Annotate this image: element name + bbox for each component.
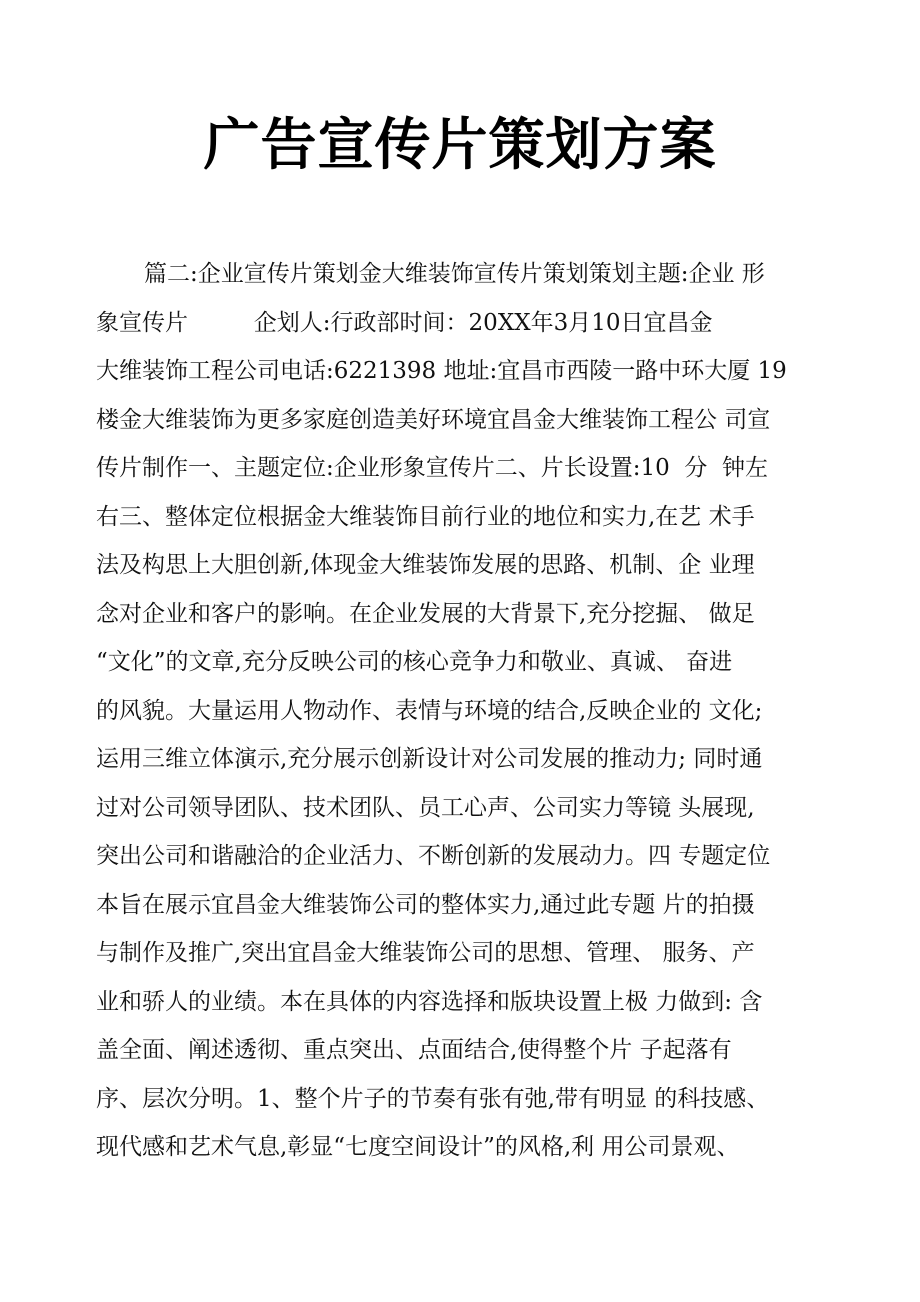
paragraph-line: 象宣传片 企划人:行政部时间：20XX年3月10日宜昌金 (96, 309, 713, 336)
paragraph-line: 过对公司领导团队、技术团队、员工心声、公司实力等镜 头展现, (96, 794, 755, 821)
paragraph-line: “文化”的文章,充分反映公司的核心竞争力和敬业、真诚、 奋进 (96, 649, 733, 675)
paragraph-line: 现代感和艺术气息,彰显“七度空间设计”的风格,利 用公司景观、 (96, 1134, 740, 1160)
paragraph-line: 运用三维立体演示,充分展示创新设计对公司发展的推动力; 同时通 (96, 746, 763, 772)
paragraph-line: 序、层次分明。1、整个片子的节奏有张有弛,带有明显 的科技感、 (96, 1085, 770, 1112)
paragraph-line: 的风貌。大量运用人物动作、表情与环境的结合,反映企业的 文化; (96, 697, 763, 724)
paragraph-line: 念对企业和客户的影响。在企业发展的大背景下,充分挖掘、 做足 (96, 600, 755, 627)
paragraph-line: 法及构思上大胆创新,体现金大维装饰发展的思路、机制、企 业理 (96, 552, 755, 578)
paragraph-line: 大维装饰工程公司电话:6221398 地址:宜昌市西陵一路中环大厦 19 (96, 358, 787, 384)
paragraph-line: 与制作及推广,突出宜昌金大维装饰公司的思想、管理、 服务、产 (96, 940, 755, 966)
paragraph-line: 传片制作一、主题定位:企业形象宣传片二、片长设置:10 分 钟左 (96, 455, 769, 481)
body-text (96, 254, 836, 1176)
paragraph-line: 右三、整体定位根据金大维装饰目前行业的地位和实力,在艺 术手 (96, 503, 755, 530)
paragraph-line: 突出公司和谐融洽的企业活力、不断创新的发展动力。四 专题定位 (96, 843, 771, 869)
paragraph-line: 业和骄人的业绩。本在具体的内容选择和版块设置上极 力做到: 含 (96, 988, 763, 1015)
paragraph-line: 盖全面、阐述透彻、重点突出、点面结合,使得整个片 子起落有 (96, 1037, 732, 1063)
paragraph-line: 篇二:企业宣传片策划金大维装饰宣传片策划策划主题:企业 形 (144, 261, 765, 287)
paragraph-line: 本旨在展示宜昌金大维装饰公司的整体实力,通过此专题 片的拍摄 (96, 891, 755, 918)
page-title: 广告宣传片策划方案 (203, 112, 717, 178)
paragraph-line: 楼金大维装饰为更多家庭创造美好环境宜昌金大维装饰工程公 司宣 (96, 406, 771, 433)
